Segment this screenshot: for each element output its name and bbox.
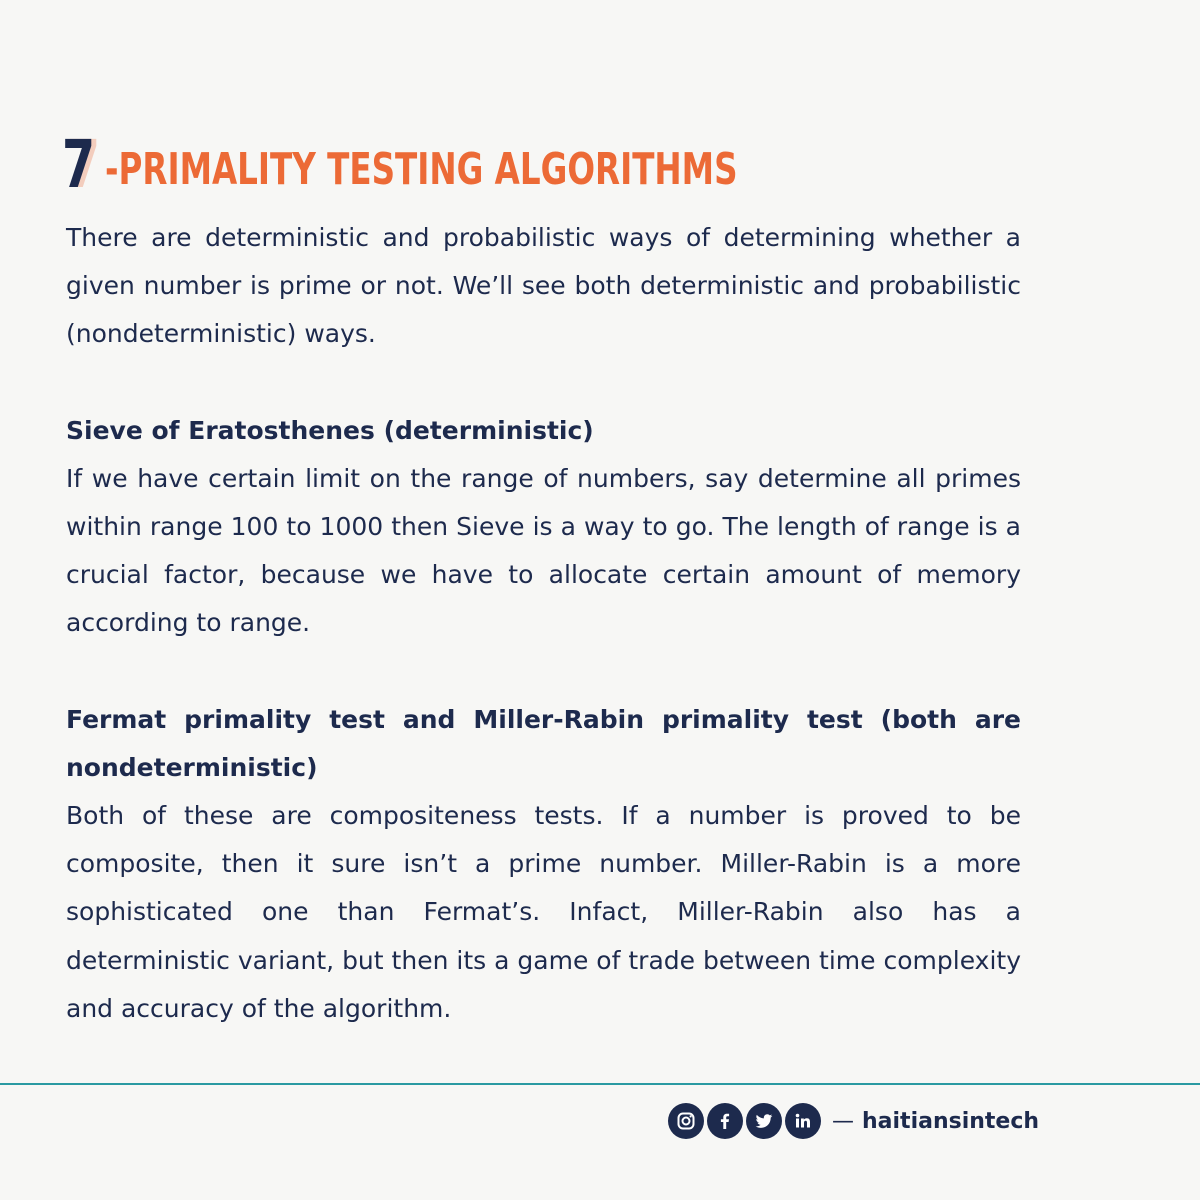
article-body — [66, 214, 1021, 1033]
section-number: 7 — [62, 126, 94, 203]
section-title: -PRIMALITY TESTING ALGORITHMS — [105, 144, 738, 195]
linkedin-icon[interactable] — [785, 1103, 821, 1139]
subheading-fermat-miller-rabin: Fermat primality test and Miller-Rabin primality test (both are nondeterministic) — [66, 704, 1021, 782]
intro-paragraph: There are deterministic and probabilistic ways of determining whether a given number is prime or not. We’ll see both deterministic and probabilistic (nondeterministic) ways. — [66, 223, 1021, 349]
facebook-icon[interactable] — [707, 1103, 743, 1139]
section-heading — [62, 126, 960, 203]
subheading-sieve: Sieve of Eratosthenes (deterministic) — [66, 415, 594, 445]
footer-divider — [0, 1083, 1200, 1085]
footer — [668, 1101, 1039, 1141]
twitter-icon[interactable] — [746, 1103, 782, 1139]
instagram-icon[interactable] — [668, 1103, 704, 1139]
footer-dash: — — [832, 1108, 854, 1134]
paragraph-sieve: If we have certain limit on the range of numbers, say determine all primes within range 100 to 1000 then Sieve is a way to go. The length of range is a crucial factor, because we have to allocate certain amount of memory according to range. — [66, 463, 1021, 638]
social-handle[interactable]: haitiansintech — [862, 1108, 1040, 1134]
paragraph-fermat-miller-rabin: Both of these are compositeness tests. If a number is proved to be composite, then it sure isn’t a prime number. Miller-Rabin is a more sophisticated one than Fermat’s. Infact, Miller-Rabin also has a deterministic variant, but then its a game of trade between time complexity and accuracy of the algorithm. — [66, 801, 1021, 1023]
